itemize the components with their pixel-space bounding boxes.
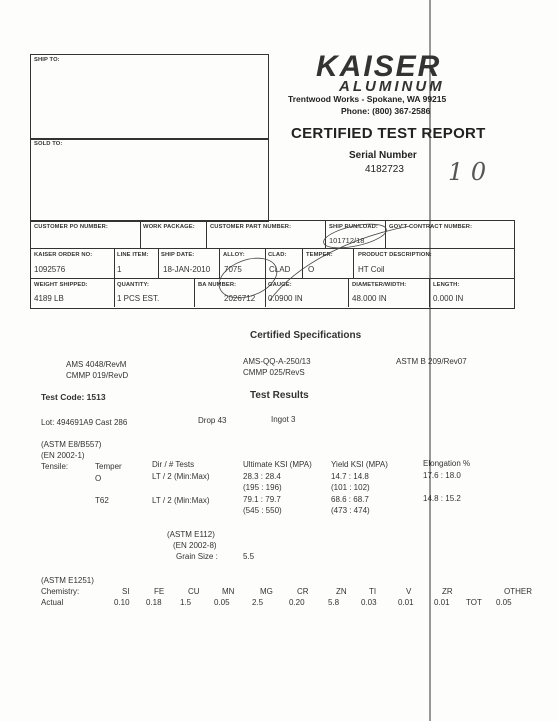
grain-size-value: 5.5 [243, 552, 255, 561]
customer-po-label: CUSTOMER PO NUMBER: [34, 224, 108, 230]
tensile-row-yield-mpa: (101 : 102) [331, 483, 370, 492]
chemistry-element-header: ZN [336, 587, 347, 596]
grain-size-label: Grain Size : [176, 552, 218, 561]
temper-label: TEMPER: [306, 252, 333, 258]
alloy-label: ALLOY: [223, 252, 245, 258]
ship-to-label: SHIP TO: [34, 57, 60, 63]
tensile-row-yield: 68.6 : 68.7 [331, 495, 369, 504]
ship-run-load-value: 101712/18 [329, 236, 365, 245]
length-value: 0.000 IN [433, 294, 464, 303]
spec-astm-b209: ASTM B 209/Rev07 [396, 357, 467, 366]
serial-label: Serial Number [349, 150, 417, 161]
spec-ams-4048: AMS 4048/RevM [66, 360, 127, 369]
chemistry-element-header: SI [122, 587, 130, 596]
chemistry-element-value: 0.20 [289, 598, 305, 607]
header-yield: Yield KSI (MPA) [331, 460, 388, 469]
quantity-value: 1 PCS EST. [117, 294, 160, 303]
chemistry-element-value: 0.18 [146, 598, 162, 607]
order-number-label: KAISER ORDER NO: [34, 252, 93, 258]
quantity-label: QUANTITY: [117, 282, 150, 288]
drop-number: Drop 43 [198, 416, 227, 425]
tensile-row-ult-mpa: (195 : 196) [243, 483, 282, 492]
tensile-row-elong: 14.8 : 15.2 [423, 494, 461, 503]
header-ultimate: Ultimate KSI (MPA) [243, 460, 312, 469]
ba-number-value: 2026712 [224, 294, 256, 303]
report-title: CERTIFIED TEST REPORT [291, 125, 486, 142]
line-item-value: 1 [117, 265, 122, 274]
tensile-row-ult: 28.3 : 28.4 [243, 472, 281, 481]
chemistry-actual-label: Actual [41, 598, 64, 607]
chemistry-label: Chemistry: [41, 587, 80, 596]
chemistry-element-header: ZR [442, 587, 453, 596]
chemistry-element-header: OTHER [504, 587, 532, 596]
weight-shipped-value: 4189 LB [34, 294, 64, 303]
chemistry-element-value: 1.5 [180, 598, 192, 607]
tensile-label: Tensile: [41, 462, 69, 471]
gauge-value: 0.0900 IN [268, 294, 303, 303]
ship-date-label: SHIP DATE: [161, 252, 195, 258]
tensile-row-yield-mpa: (473 : 474) [331, 506, 370, 515]
grain-standard-en: (EN 2002-8) [173, 541, 217, 550]
chemistry-element-value: 0.01 [434, 598, 450, 607]
tensile-row-ult-mpa: (545 : 550) [243, 506, 282, 515]
test-results-title: Test Results [250, 390, 309, 401]
tensile-row-dir: LT / 2 (Min:Max) [152, 472, 210, 481]
chemistry-element-header: TI [369, 587, 377, 596]
tensile-row-temper: O [95, 474, 102, 483]
header-elongation: Elongation % [423, 459, 471, 468]
chemistry-element-header: MN [222, 587, 235, 596]
company-logo-main: KAISER [316, 50, 442, 83]
spec-ams-qq: AMS-QQ-A-250/13 [243, 357, 311, 366]
lot-number: Lot: 494691A9 Cast 286 [41, 418, 128, 427]
order-number-value: 1092576 [34, 265, 66, 274]
tensile-standard-astm: (ASTM E8/B557) [41, 440, 102, 449]
ba-number-label: BA NUMBER: [198, 282, 237, 288]
chemistry-element-value: 0.05 [496, 598, 512, 607]
chemistry-element-value: 2.5 [252, 598, 264, 607]
product-description-value: HT Coil [358, 265, 385, 274]
header-temper: Temper [95, 462, 122, 471]
tensile-standard-en: (EN 2002-1) [41, 451, 85, 460]
serial-value: 4182723 [365, 164, 404, 175]
product-description-label: PRODUCT DESCRIPTION: [358, 252, 432, 258]
diameter-value: 48.000 IN [352, 294, 387, 303]
chemistry-element-value: 0.05 [214, 598, 230, 607]
chemistry-element-value: 0.03 [361, 598, 377, 607]
alloy-value: 7075 [224, 265, 242, 274]
chemistry-element-header: MG [260, 587, 273, 596]
tensile-row-temper: T62 [95, 496, 109, 505]
chemistry-element-header: CU [188, 587, 200, 596]
spec-cmmp-019: CMMP 019/RevD [66, 371, 129, 380]
chemistry-element-value: TOT [466, 598, 482, 607]
sold-to-label: SOLD TO: [34, 141, 63, 147]
handwritten-note: 1 0 [448, 158, 487, 186]
chemistry-element-header: CR [297, 587, 309, 596]
ingot-number: Ingot 3 [271, 415, 296, 424]
customer-part-label: CUSTOMER PART NUMBER: [210, 224, 292, 230]
grain-standard-astm: (ASTM E112) [167, 530, 215, 539]
tensile-row-yield: 14.7 : 14.8 [331, 472, 369, 481]
weight-shipped-label: WEIGHT SHIPPED: [34, 282, 88, 288]
govt-contract-label: GOV'T CONTRACT NUMBER: [389, 224, 473, 230]
company-logo-sub: ALUMINUM [339, 78, 445, 95]
clad-value: CLAD [269, 265, 291, 274]
company-address: Trentwood Works - Spokane, WA 99215 [288, 94, 447, 104]
certified-specs-title: Certified Specifications [250, 330, 362, 341]
ship-run-load-label: SHIP RUN/LOAD: [329, 224, 378, 230]
gauge-label: GAUGE: [268, 282, 292, 288]
chemistry-element-header: FE [154, 587, 165, 596]
chemistry-element-value: 5.8 [328, 598, 340, 607]
ship-date-value: 18-JAN-2010 [163, 265, 211, 274]
test-code: Test Code: 1513 [41, 392, 106, 402]
chemistry-element-value: 0.10 [114, 598, 130, 607]
chemistry-element-value: 0.01 [398, 598, 414, 607]
temper-value: O [308, 265, 315, 274]
tensile-row-ult: 79.1 : 79.7 [243, 495, 281, 504]
line-item-label: LINE ITEM: [117, 252, 149, 258]
company-phone: Phone: (800) 367-2586 [341, 106, 431, 116]
chemistry-element-header: V [406, 587, 412, 596]
tensile-row-dir: LT / 2 (Min:Max) [152, 496, 210, 505]
tensile-row-elong: 17.6 : 18.0 [423, 471, 461, 480]
clad-label: CLAD: [268, 252, 287, 258]
header-dir-tests: Dir / # Tests [152, 460, 195, 469]
spec-cmmp-025: CMMP 025/RevS [243, 368, 305, 377]
chemistry-standard: (ASTM E1251) [41, 576, 94, 585]
work-package-label: WORK PACKAGE: [143, 224, 195, 230]
diameter-label: DIAMETER/WIDTH: [352, 282, 407, 288]
length-label: LENGTH: [433, 282, 460, 288]
